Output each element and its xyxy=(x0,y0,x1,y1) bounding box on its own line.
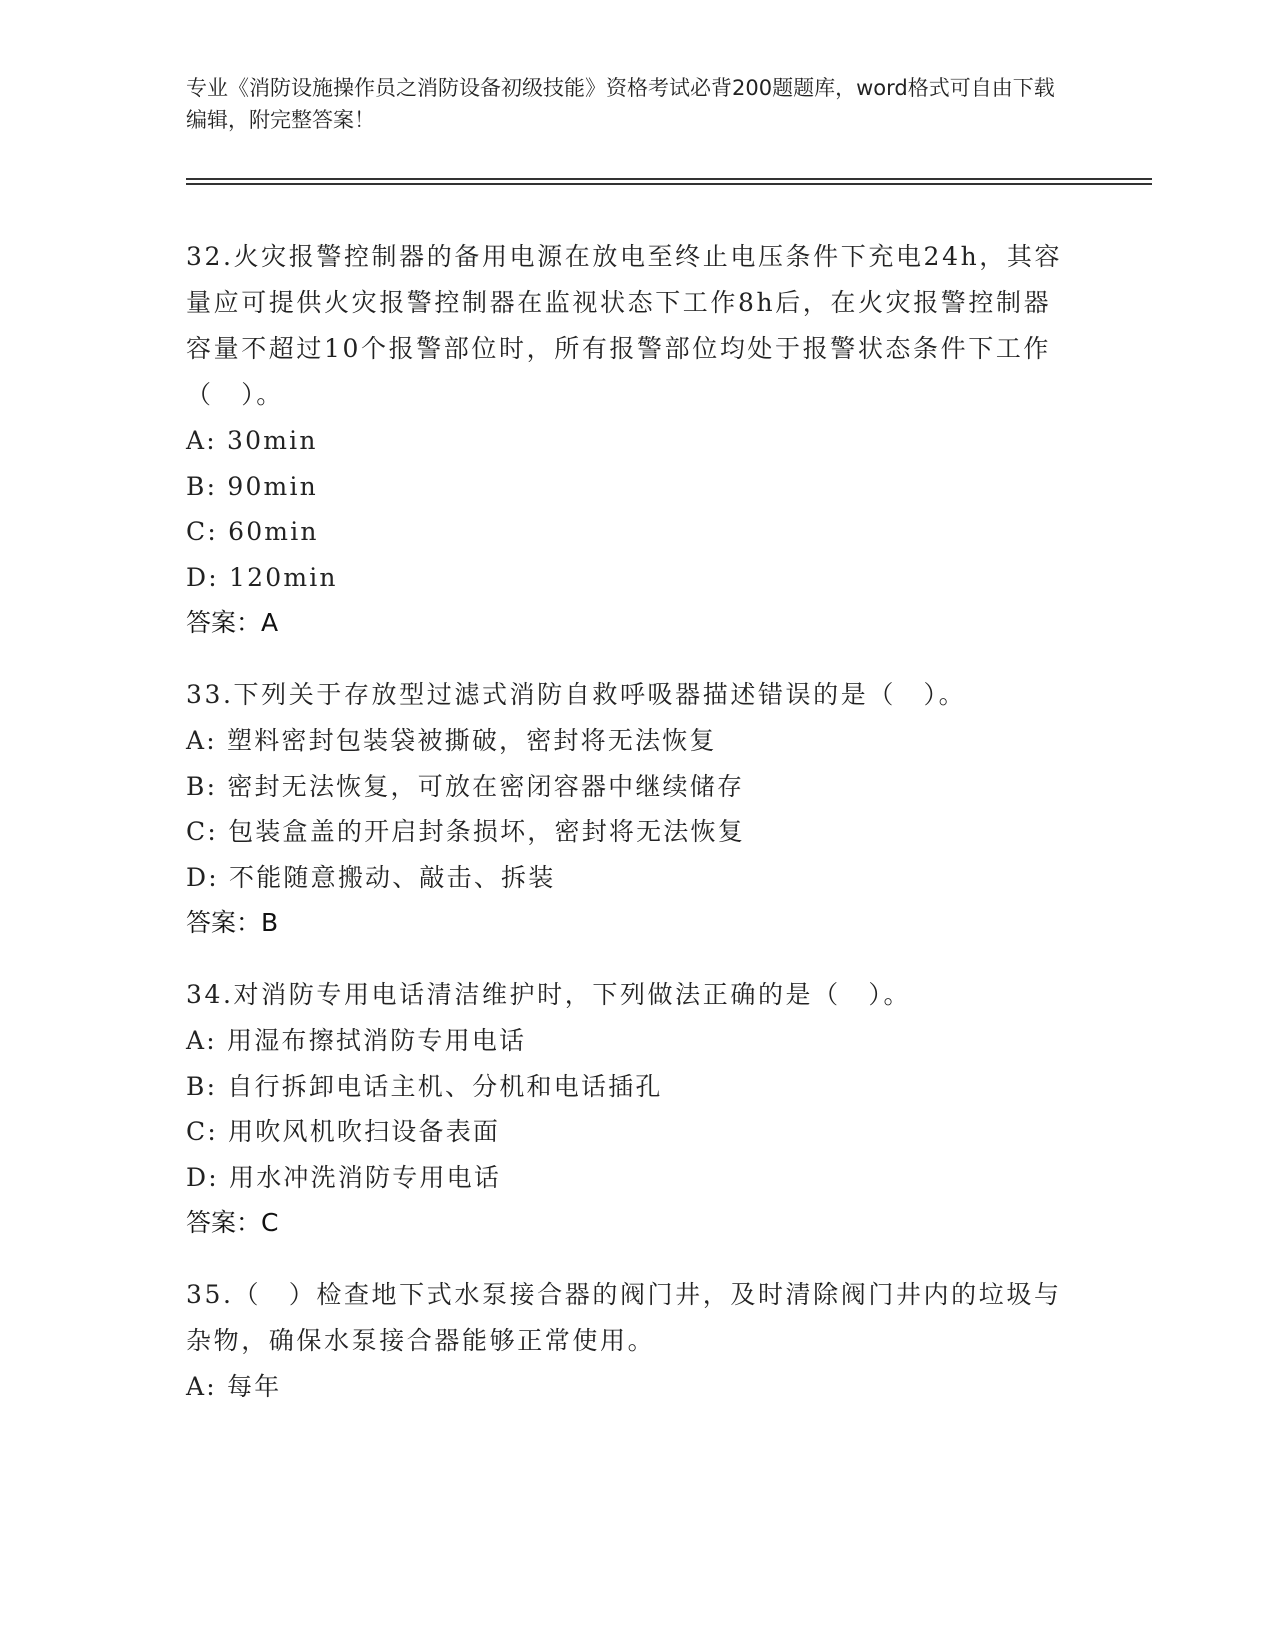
answer-label: 答案：C xyxy=(186,1208,279,1237)
question-32 xyxy=(186,234,1076,646)
question-text: 33.下列关于存放型过滤式消防自救呼吸器描述错误的是（ ）。 xyxy=(186,680,967,709)
option-b: B: 90min xyxy=(186,471,318,501)
option-b: B: 自行拆卸电话主机、分机和电话插孔 xyxy=(186,1071,663,1101)
option-c: C: 60min xyxy=(186,517,319,546)
question-34 xyxy=(186,972,1076,1246)
question-list xyxy=(186,234,1076,1436)
question-text: 35.（ ）检查地下式水泵接合器的阀门井，及时清除阀门井内的垃圾与杂物，确保水泵接合器能够正常使用。 xyxy=(186,1280,1062,1355)
option-d: D: 不能随意搬动、敲击、拆装 xyxy=(186,862,556,892)
question-text: 34.对消防专用电话清洁维护时，下列做法正确的是（ ）。 xyxy=(186,980,912,1009)
answer-label: 答案：B xyxy=(186,908,279,937)
option-d: D: 用水冲洗消防专用电话 xyxy=(186,1162,502,1192)
answer-label: 答案：A xyxy=(186,608,279,637)
option-a: A: 每年 xyxy=(186,1372,282,1401)
question-text: 32.火灾报警控制器的备用电源在放电至终止电压条件下充电24h，其容量应可提供火灾报警控制器在监视状态下工作8h后，在火灾报警控制器容量不超过10个报警部位时，所有报警部位均处于报警状态条件下工作（ ）。 xyxy=(186,242,1063,409)
option-a: A: 用湿布擦拭消防专用电话 xyxy=(186,1026,527,1055)
option-b: B: 密封无法恢复，可放在密闭容器中继续储存 xyxy=(186,771,745,801)
option-a: A: 30min xyxy=(186,426,318,455)
header-divider-top xyxy=(186,178,1152,180)
option-d: D: 120min xyxy=(186,562,338,592)
option-a: A: 塑料密封包装袋被撕破，密封将无法恢复 xyxy=(186,726,717,755)
document-header: 专业《消防设施操作员之消防设备初级技能》资格考试必背200题题库，word格式可自由下载编辑，附完整答案！ xyxy=(186,76,1055,132)
header-divider-bottom xyxy=(186,183,1152,185)
option-c: C: 包装盒盖的开启封条损坏，密封将无法恢复 xyxy=(186,817,745,846)
question-35 xyxy=(186,1272,1076,1410)
option-c: C: 用吹风机吹扫设备表面 xyxy=(186,1117,501,1146)
question-33 xyxy=(186,672,1076,946)
